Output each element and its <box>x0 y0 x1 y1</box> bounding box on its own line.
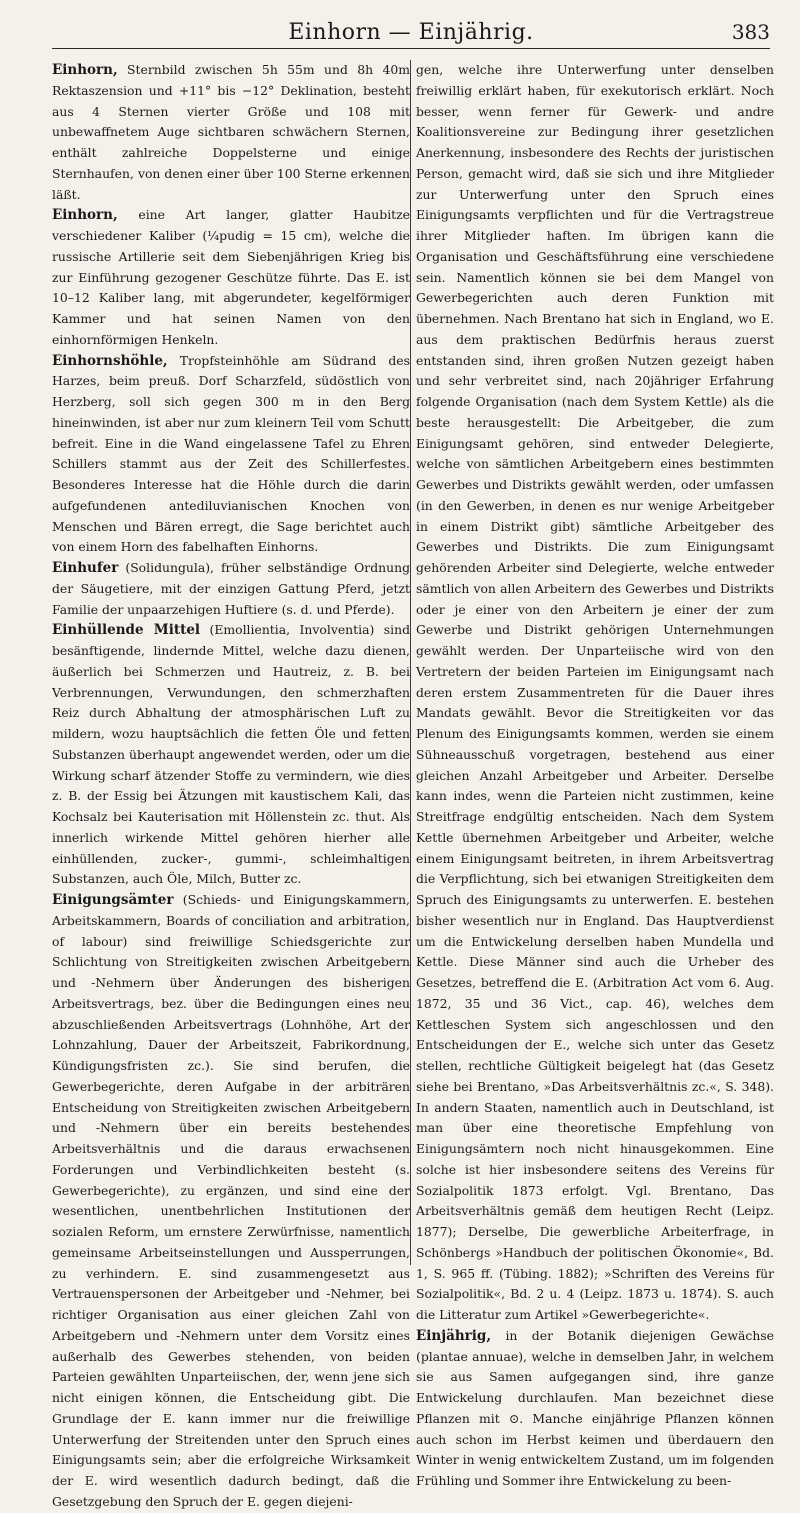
entry-einjaehrig <box>416 1326 774 1492</box>
entry-text: Sternbild zwischen 5h 55m und 8h 40m Rektaszension und +11° bis −12° Deklination, besteht aus 4 Sternen vierter Größe und 108 mit unbewaffnetem Auge sichtbaren schwächern Sternen, enthält zahlreiche Doppelsterne und einige Sternhaufen, von denen einer über 100 Sterne erkennen läßt. <box>52 62 410 202</box>
entry-text: in der Botanik diejenigen Gewächse (plantae annuae), welche in demselben Jahr, in welchem sie aus Samen aufgegangen sind, ihre ganze Entwickelung durchlaufen. Man bezeichnet diese Pflanzen mit ⊙. Manche einjährige Pflanzen können auch schon im Herbst keimen und überdauern den Winter in wenig entwickeltem Zustand, um im folgenden Frühling und Sommer ihre Entwickelung zu been- <box>416 1327 774 1488</box>
entry-einigungsaemter <box>52 890 410 1513</box>
entry-einhufer <box>52 558 410 620</box>
entry-einhorn-haubitze <box>52 205 410 350</box>
header-title: Einhorn — Einjährig. <box>288 19 534 45</box>
entry-text: (Schieds- und Einigungskammern, Arbeitskammern, Boards of conciliation and arbitration, of labour) sind freiwillige Schiedsgerichte zur Schlichtung von Streitigkeiten zwischen Arbeitgebern und -Nehmern über Änderungen des bisherigen Arbeitsvertrags, bez. über die Bedingungen eines neu abzuschließenden Arbeitsvertrags (Lohnhöhe, Art der Lohnzahlung, Dauer der Arbeitszeit, Fabrikordnung, Kündigungsfristen zc.). Sie sind berufen, die Gewerbegerichte, deren Aufgabe in der arbiträren Entscheidung von Streitigkeiten zwischen Arbeitgebern und -Nehmern über ein bereits bestehendes Arbeitsverhältnis und die daraus erwachsenen Forderungen und Verbindlichkeiten besteht (s. Gewerbegerichte), zu ergänzen, und sind eine der wesentlichen, unentbehrlichen Institutionen der sozialen Reform, um ernstere Zerwürfnisse, namentlich gemeinsame Arbeitseinstellungen und Aussperrungen, zu verhindern. E. sind zusammengesetzt aus Vertrauenspersonen der Arbeitgeber und -Nehmer, bei richtiger Organisation aus einer gleichen Zahl von Arbeitgebern und -Nehmern unter dem Vorsitz eines außerhalb des Gewerbes stehenden, von beiden Parteien gewählten Unparteiischen, der, wenn jene sich nicht einigen können, die Entscheidung gibt. Die Grundlage der E. kann immer nur die freiwillige Unterwerfung der Streitenden unter den Spruch eines Einigungsamts sein; aber die erfolgreiche Wirksamkeit der E. wird wesentlich dadurch bedingt, daß die Gesetzgebung den Spruch der E. gegen diejeni- <box>52 892 410 1509</box>
headword: Einhorn, <box>52 207 118 224</box>
headword: Einhüllende Mittel <box>52 622 201 639</box>
entry-einigungsaemter-continued <box>416 60 774 1326</box>
headword: Einigungsämter <box>52 892 174 908</box>
entry-text: Tropfsteinhöhle am Südrand des Harzes, beim preuß. Dorf Scharzfeld, südöstlich von Herzberg, soll sich gegen 300 m in den Berg hineinwinden, ist aber nur zum kleinern Teil vom Schutt befreit. Eine in die Wand eingelassene Tafel zu Ehren Schillers stammt aus der Zeit des Schillerfestes. Besonderes Interesse hat die Höhle durch die darin aufgefundenen antediluvianischen Knochen von Menschen und Bären erregt, die Sage berichtet auch von einem Horn des fabelhaften Einhorns. <box>52 352 410 555</box>
entry-text: (Emollientia, Involventia) sind besänftigende, lindernde Mittel, welche dazu dienen, äußerlich bei Schmerzen und Hautreiz, z. B. bei Verbrennungen, Verwundungen, den schmerzhaften Reiz durch Abhaltung der atmosphärischen Luft zu mildern, wozu hauptsächlich die fetten Öle und fetten Substanzen überhaupt angewendet werden, oder um die Wirkung scharf ätzender Stoffe zu vermindern, wie dies z. B. der Essig bei Ätzungen mit kaustischem Kali, das Kochsalz bei Kauterisation mit Höllenstein zc. thut. Als innerlich wirkende Mittel gehören hierher alle einhüllenden, zucker-, gummi-, schleimhaltigen Substanzen, auch Öle, Milch, Butter zc. <box>52 622 410 887</box>
running-header <box>52 16 770 49</box>
entry-einhuellende-mittel <box>52 620 410 890</box>
entry-text: (Solidungula), früher selbständige Ordnung der Säugetiere, mit der einzigen Gattung Pferd, jetzt Familie der unpaarzehigen Huftiere (s. d. und Pferde). <box>52 560 410 617</box>
headword: Einhufer <box>52 560 119 576</box>
right-column <box>416 60 774 1492</box>
entry-einhorn-sternbild <box>52 60 410 205</box>
left-column <box>52 60 410 1513</box>
headword: Einhorn, <box>52 62 118 78</box>
entry-text: eine Art langer, glatter Haubitze verschiedener Kaliber (¼pudig = 15 cm), welche die russische Artillerie seit dem Siebenjährigen Krieg bis zur Einführung gezogener Geschütze führte. Das E. ist 10–12 Kaliber lang, mit abgerundeter, kegelförmiger Kammer und hat seinen Namen von den einhornförmigen Henkeln. <box>52 207 410 347</box>
entry-text: gen, welche ihre Unterwerfung unter denselben freiwillig erklärt haben, für exekutorisch erklärt. Noch besser, wenn ferner für Gewerk- und andre Koalitionsvereine zur Bedingung ihrer gesetzlichen Anerkennung, insbesondere des Rechts der juristischen Person, gemacht wird, daß sie sich und ihre Mitglieder zur Unterwerfung unter den Spruch eines Einigungsamts verpflichten und für die Vertragstreue ihrer Mitglieder haften. Im übrigen kann die Organisation und Geschäftsführung eine verschiedene sein. Namentlich können sie bei dem Mangel von Gewerbegerichten auch deren Funktion mit übernehmen. Nach Brentano hat sich in England, wo E. aus dem praktischen Bedürfnis heraus zuerst entstanden sind, ihren großen Nutzen gezeigt haben und sehr verbreitet sind, nach 20jähriger Erfahrung folgende Organisation (nach dem System Kettle) als die beste herausgestellt: Die Arbeitgeber, die zum Einigungsamt gehören, sind entweder Delegierte, welche von sämtlichen Arbeitgebern eines bestimmten Gewerbes und Distrikts gewählt werden, oder umfassen (in den Gewerben, in denen es nur wenige Arbeitgeber in einem Distrikt gibt) sämtliche Arbeitgeber des Gewerbes und Distrikts. Die zum Einigungsamt gehörenden Arbeiter sind Delegierte, welche entweder sämtlich von allen Arbeitern des Gewerbes und Distrikts oder je einer von den Arbeitern je einer der zum Gewerbe und Distrikt gehörigen Unternehmungen gewählt werden. Der Unparteiische wird von den Vertretern der beiden Parteien im Einigungsamt nach deren erstem Zusammentreten für die Dauer ihres Mandats gewählt. Bevor die Streitigkeiten vor das Plenum des Einigungsamts kommen, werden sie einem Sühneausschuß vorgetragen, bestehend aus einer gleichen Anzahl Arbeitgeber und Arbeiter. Derselbe kann indes, wenn die Parteien nicht zustimmen, keine Streitfrage endgültig entscheiden. Nach dem System Kettle übernehmen Arbeitgeber und Arbeiter, welche einem Einigungsamt beitreten, in ihrem Arbeitsvertrag die Verpflichtung, sich bei etwanigen Streitigkeiten dem Spruch des Einigungsamts zu unterwerfen. E. bestehen bisher wesentlich nur in England. Das Hauptverdienst um die Entwickelung derselben haben Mundella und Kettle. Diese Männer sind auch die Urheber des Gesetzes, betreffend die E. (Arbitration Act vom 6. Aug. 1872, 35 und 36 Vict., cap. 46), welches dem Kettleschen System sich angeschlossen und den Entscheidungen der E., welche sich unter das Gesetz stellen, rechtliche Gültigkeit beigelegt hat (das Gesetz siehe bei Brentano, »Das Arbeitsverhältnis zc.«, S. 348). In andern Staaten, namentlich auch in Deutschland, ist man über eine theoretische Empfehlung von Einigungsämtern noch nicht hinausgekommen. Eine solche ist hier insbesondere seitens des Vereins für Sozialpolitik 1873 erfolgt. Vgl. Brentano, Das Arbeitsverhältnis gemäß dem heutigen Recht (Leipz. 1877); Derselbe, Die gewerbliche Arbeiterfrage, in Schönbergs »Handbuch der politischen Ökonomie«, Bd. 1, S. 965 ff. (Tübing. 1882); »Schriften des Vereins für Sozialpolitik«, Bd. 2 u. 4 (Leipz. 1873 u. 1874). S. auch die Litteratur zum Artikel »Gewerbegerichte«. <box>416 62 774 1322</box>
page-number: 383 <box>731 20 770 44</box>
headword: Einjährig, <box>416 1327 492 1344</box>
column-divider <box>410 60 411 1265</box>
entry-einhornshoehle <box>52 351 410 559</box>
headword: Einhornshöhle, <box>52 352 168 369</box>
